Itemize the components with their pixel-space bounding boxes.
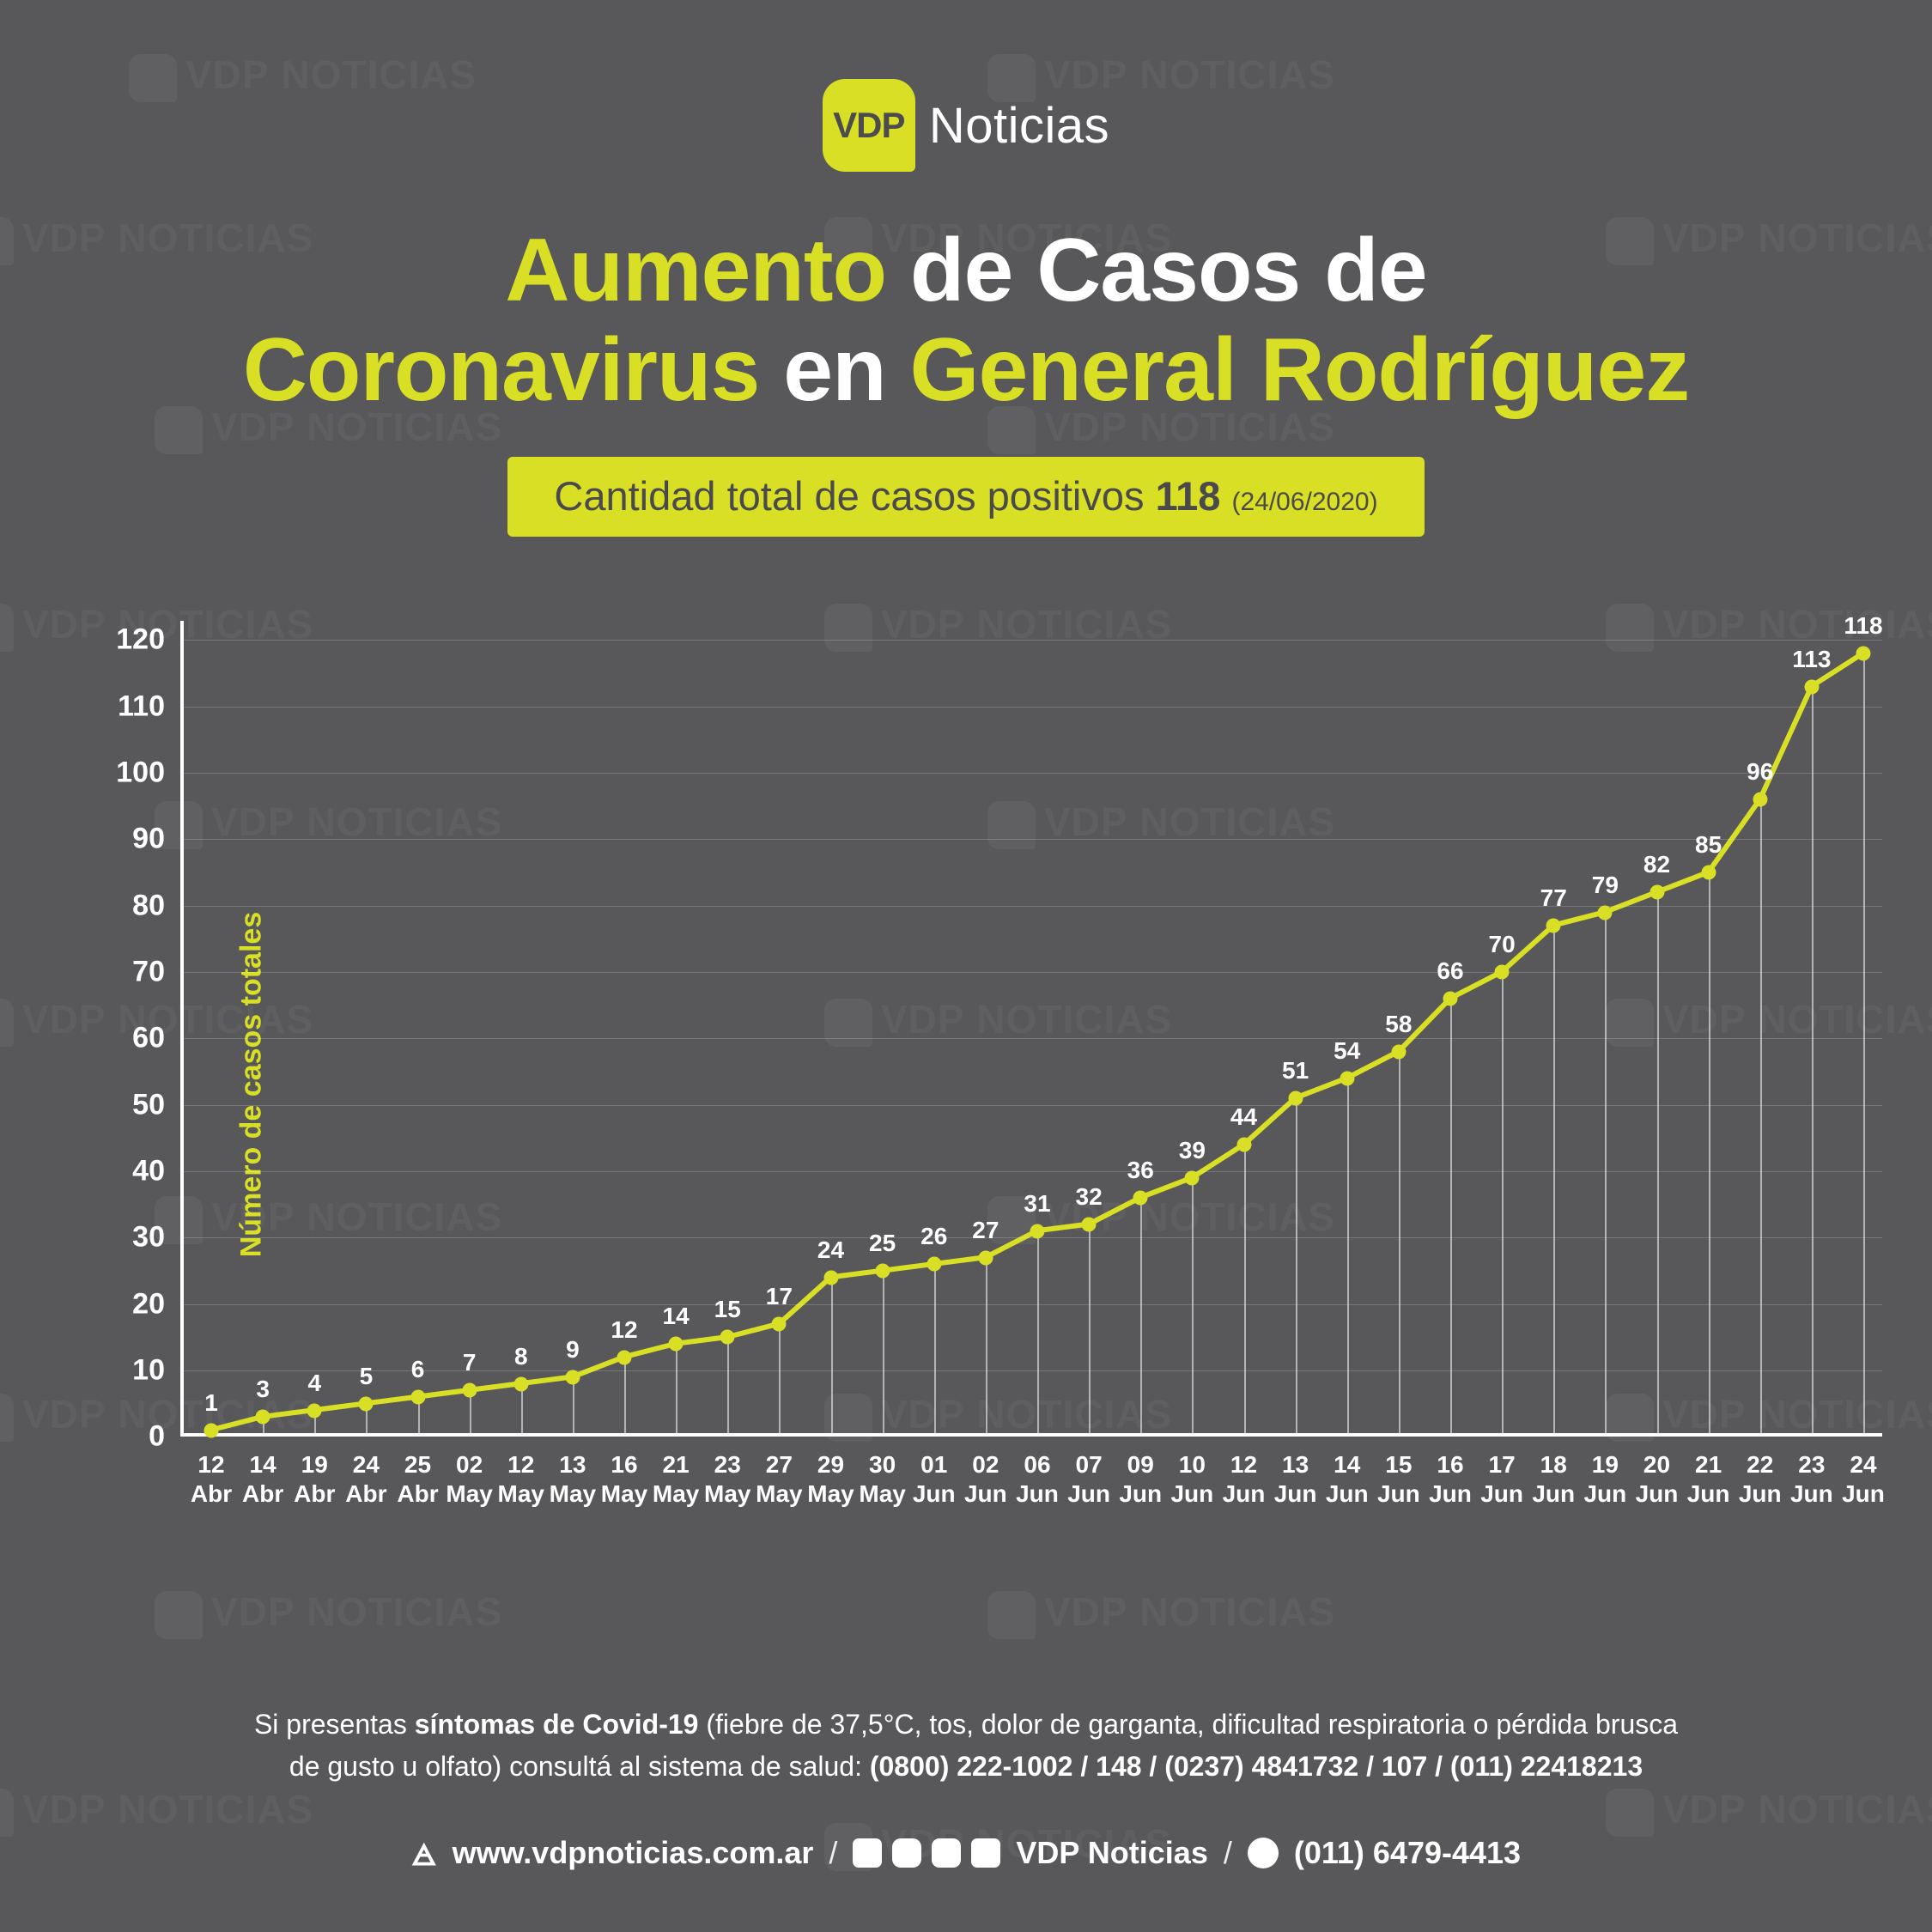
data-point	[1133, 1191, 1148, 1206]
contact-bar	[0, 1823, 1932, 1882]
data-point-stem	[676, 1344, 677, 1437]
social-handle: VDP Noticias	[1016, 1834, 1208, 1870]
x-axis-tick: 12 Jun	[1222, 1451, 1266, 1507]
x-axis-tick: 07 Jun	[1067, 1451, 1111, 1507]
data-point	[1546, 919, 1561, 933]
brand-name: Noticias	[928, 97, 1110, 154]
x-axis-tick: 17 Jun	[1480, 1451, 1524, 1507]
data-point	[1391, 1044, 1406, 1059]
phone-number: (011) 6479-4413	[1293, 1834, 1522, 1870]
brand	[0, 79, 1932, 172]
y-axis-tick: 50	[132, 1088, 165, 1121]
data-point-stem	[521, 1384, 523, 1437]
x-axis-tick: 25 Abr	[397, 1451, 439, 1507]
data-value-label: 27	[972, 1216, 999, 1243]
x-axis-tick: 24 Jun	[1842, 1451, 1885, 1507]
x-axis-tick: 27 May	[756, 1451, 803, 1507]
whatsapp-icon[interactable]	[1248, 1838, 1279, 1868]
data-point	[513, 1376, 528, 1391]
advice-part-2: (fiebre de 37,5°C, tos, dolor de garganta, dificultad respiratoria o pérdida brusca	[698, 1708, 1679, 1740]
data-value-label: 15	[714, 1296, 741, 1323]
data-point	[307, 1403, 322, 1418]
data-value-label: 31	[1024, 1189, 1051, 1217]
data-point-stem	[1709, 872, 1710, 1437]
title-rest-1: de Casos de	[886, 221, 1427, 320]
data-value-label: 58	[1385, 1010, 1413, 1037]
x-axis-tick: 22 Jun	[1738, 1451, 1782, 1507]
advice-part-1: Si presentas	[253, 1708, 415, 1740]
x-axis-tick: 02 Jun	[963, 1451, 1007, 1507]
x-axis-tick: 29 May	[807, 1451, 854, 1507]
y-axis-tick: 120	[116, 623, 165, 656]
advice-phones: (0800) 222-1002 / 148 / (0237) 4841732 / 107 / (011) 22418213	[869, 1751, 1643, 1783]
grid-line	[180, 1237, 1882, 1238]
data-value-label: 51	[1282, 1057, 1309, 1084]
x-axis-tick: 14 Abr	[242, 1451, 284, 1507]
x-axis-tick: 01 Jun	[912, 1451, 956, 1507]
data-point-stem	[883, 1271, 884, 1437]
data-value-label: 12	[611, 1315, 638, 1343]
grid-line	[180, 972, 1882, 973]
data-point	[1236, 1138, 1251, 1152]
title-highlight-1: Aumento	[505, 221, 887, 320]
data-point	[1030, 1224, 1045, 1238]
x-axis-tick: 12 Abr	[190, 1451, 233, 1507]
data-point-stem	[1605, 913, 1607, 1437]
data-point-stem	[1192, 1178, 1194, 1437]
grid-line	[180, 1304, 1882, 1305]
grid-line	[180, 1105, 1882, 1106]
grid-line	[180, 773, 1882, 774]
social-icons	[853, 1838, 1000, 1868]
data-value-label: 25	[869, 1230, 896, 1257]
grid-line	[180, 1038, 1882, 1039]
data-point	[978, 1250, 993, 1265]
y-axis-tick: 70	[132, 955, 165, 988]
x-axis-tick: 23 Jun	[1789, 1451, 1833, 1507]
grid-line	[180, 906, 1882, 907]
y-axis-tick: 40	[132, 1154, 165, 1188]
y-axis-tick: 0	[149, 1419, 165, 1453]
data-point-stem	[1037, 1231, 1039, 1437]
youtube-icon[interactable]	[932, 1838, 961, 1868]
data-point-stem	[934, 1264, 936, 1437]
data-value-label: 54	[1334, 1036, 1361, 1064]
data-value-label: 3	[256, 1376, 270, 1403]
data-point	[1856, 646, 1871, 660]
data-point-stem	[1089, 1224, 1091, 1437]
data-point	[720, 1330, 735, 1345]
data-value-label: 6	[410, 1356, 425, 1383]
data-point	[927, 1257, 941, 1272]
x-axis-tick: 23 May	[704, 1451, 751, 1507]
data-point	[823, 1270, 838, 1285]
y-axis-tick: 110	[118, 690, 165, 723]
website-link[interactable]: www.vdpnoticias.com.ar	[452, 1834, 814, 1870]
data-value-label: 8	[513, 1342, 528, 1370]
data-point	[1753, 793, 1767, 807]
data-point	[1701, 866, 1716, 880]
x-axis-tick: 13 May	[549, 1451, 597, 1507]
data-value-label: 36	[1127, 1157, 1154, 1184]
data-point	[1649, 885, 1664, 900]
plot-area	[116, 611, 1885, 1507]
data-value-label: 1	[204, 1388, 218, 1416]
data-value-label: 96	[1747, 758, 1774, 786]
y-axis-tick: 30	[132, 1220, 165, 1254]
data-value-label: 39	[1178, 1136, 1206, 1163]
x-axis-tick: 10 Jun	[1170, 1451, 1214, 1507]
data-point	[1185, 1170, 1200, 1185]
x-axis-tick: 14 Jun	[1325, 1451, 1369, 1507]
x-axis-tick: 13 Jun	[1273, 1451, 1317, 1507]
data-value-label: 14	[662, 1303, 690, 1330]
data-point-stem	[1502, 972, 1504, 1437]
y-axis-tick: 90	[132, 822, 165, 855]
data-point-stem	[573, 1377, 574, 1437]
data-point-stem	[1863, 653, 1865, 1437]
data-point	[669, 1337, 683, 1352]
separator-2: /	[1223, 1834, 1232, 1870]
x-axis-tick: 30 May	[859, 1451, 906, 1507]
data-point-stem	[624, 1358, 626, 1437]
data-point	[1340, 1071, 1354, 1085]
advice-bold-1: síntomas de Covid-19	[414, 1708, 699, 1740]
badge-number: 118	[1155, 473, 1221, 519]
grid-line	[180, 707, 1882, 708]
title-highlight-2: Coronavirus	[242, 320, 760, 421]
data-value-label: 82	[1643, 851, 1671, 878]
data-point	[1443, 992, 1458, 1006]
data-point-stem	[727, 1337, 729, 1437]
data-point	[875, 1264, 890, 1279]
data-point	[410, 1390, 425, 1405]
data-value-label: 5	[359, 1362, 374, 1389]
data-point-stem	[1812, 687, 1814, 1437]
x-axis-tick: 16 Jun	[1429, 1451, 1472, 1507]
data-value-label: 70	[1488, 931, 1516, 958]
data-value-label: 113	[1792, 645, 1832, 672]
data-value-label: 32	[1075, 1183, 1103, 1210]
x-axis-tick: 06 Jun	[1016, 1451, 1059, 1507]
y-axis-tick: 100	[116, 756, 165, 789]
data-point	[462, 1383, 477, 1398]
page-footer	[0, 1704, 1932, 1932]
data-value-label: 77	[1540, 884, 1567, 911]
advice-part-3: de gusto u olfato) consultá al sistema de salud:	[289, 1751, 870, 1783]
data-point	[204, 1423, 219, 1437]
data-point-stem	[1399, 1052, 1400, 1437]
x-axis-tick: 12 May	[497, 1451, 544, 1507]
data-value-label: 44	[1230, 1103, 1258, 1131]
x-axis-tick: 19 Jun	[1583, 1451, 1627, 1507]
data-point	[1082, 1218, 1097, 1232]
badge-text: Cantidad total de casos positivos	[554, 473, 1156, 519]
title-highlight-3: General Rodríguez	[909, 320, 1690, 421]
data-point	[1288, 1091, 1303, 1106]
data-point-stem	[831, 1278, 833, 1437]
chart-container	[0, 586, 1932, 1583]
facebook-icon[interactable]	[853, 1838, 882, 1868]
y-axis-tick: 60	[132, 1021, 165, 1054]
y-axis-tick: 10	[132, 1353, 165, 1387]
data-point-stem	[1760, 799, 1762, 1437]
page-title	[0, 221, 1932, 421]
grid-line	[180, 1370, 1882, 1371]
twitter-icon[interactable]	[971, 1838, 1000, 1868]
data-value-label: 7	[462, 1349, 477, 1376]
title-mid-2: en	[759, 320, 910, 421]
y-axis-label: Número de casos totales	[234, 912, 268, 1258]
x-axis-tick: 09 Jun	[1119, 1451, 1163, 1507]
data-point	[772, 1317, 787, 1332]
x-axis-tick: 24 Abr	[345, 1451, 387, 1507]
x-axis-tick: 15 Jun	[1376, 1451, 1420, 1507]
data-point	[359, 1396, 374, 1411]
data-point-stem	[1450, 999, 1452, 1437]
data-point-stem	[1244, 1145, 1246, 1437]
data-value-label: 26	[920, 1223, 948, 1250]
total-cases-badge	[507, 457, 1424, 537]
data-point-stem	[1140, 1198, 1142, 1437]
grid-line	[180, 1171, 1882, 1172]
x-axis-tick: 21 May	[652, 1451, 700, 1507]
x-axis-tick: 21 Jun	[1686, 1451, 1730, 1507]
data-value-label: 66	[1437, 957, 1464, 985]
x-axis-tick: 18 Jun	[1532, 1451, 1576, 1507]
data-point	[1495, 965, 1510, 980]
page-header	[0, 0, 1932, 537]
data-point-stem	[1347, 1078, 1349, 1437]
data-point-stem	[986, 1258, 987, 1437]
grid-line	[180, 839, 1882, 840]
data-value-label: 118	[1844, 611, 1883, 639]
series-line	[180, 621, 1882, 1437]
separator-1: /	[829, 1834, 838, 1870]
y-axis-tick: 20	[132, 1287, 165, 1321]
data-point	[617, 1350, 632, 1364]
data-value-label: 9	[566, 1335, 580, 1363]
covid-advice	[0, 1704, 1932, 1789]
data-point-stem	[1553, 926, 1555, 1437]
rocket-icon: 🜁	[410, 1839, 437, 1872]
data-point	[1804, 679, 1819, 694]
x-axis-tick: 19 Abr	[294, 1451, 336, 1507]
data-point	[1598, 905, 1613, 920]
x-axis-tick: 02 May	[446, 1451, 493, 1507]
x-axis-tick: 16 May	[600, 1451, 648, 1507]
data-value-label: 24	[817, 1236, 845, 1263]
data-value-label: 85	[1695, 831, 1722, 859]
grid-line	[180, 640, 1882, 641]
data-point	[256, 1410, 270, 1425]
data-value-label: 79	[1591, 871, 1619, 898]
instagram-icon[interactable]	[892, 1838, 921, 1868]
data-point-stem	[1296, 1098, 1297, 1437]
vdp-logo-icon: VDP	[823, 79, 915, 172]
data-value-label: 4	[307, 1369, 322, 1396]
data-value-label: 17	[765, 1283, 793, 1309]
badge-date: (24/06/2020)	[1231, 488, 1378, 517]
y-axis-tick: 80	[132, 889, 165, 922]
data-point-stem	[779, 1324, 781, 1437]
data-point	[565, 1370, 580, 1384]
x-axis-tick: 20 Jun	[1635, 1451, 1679, 1507]
data-point-stem	[1657, 892, 1659, 1437]
